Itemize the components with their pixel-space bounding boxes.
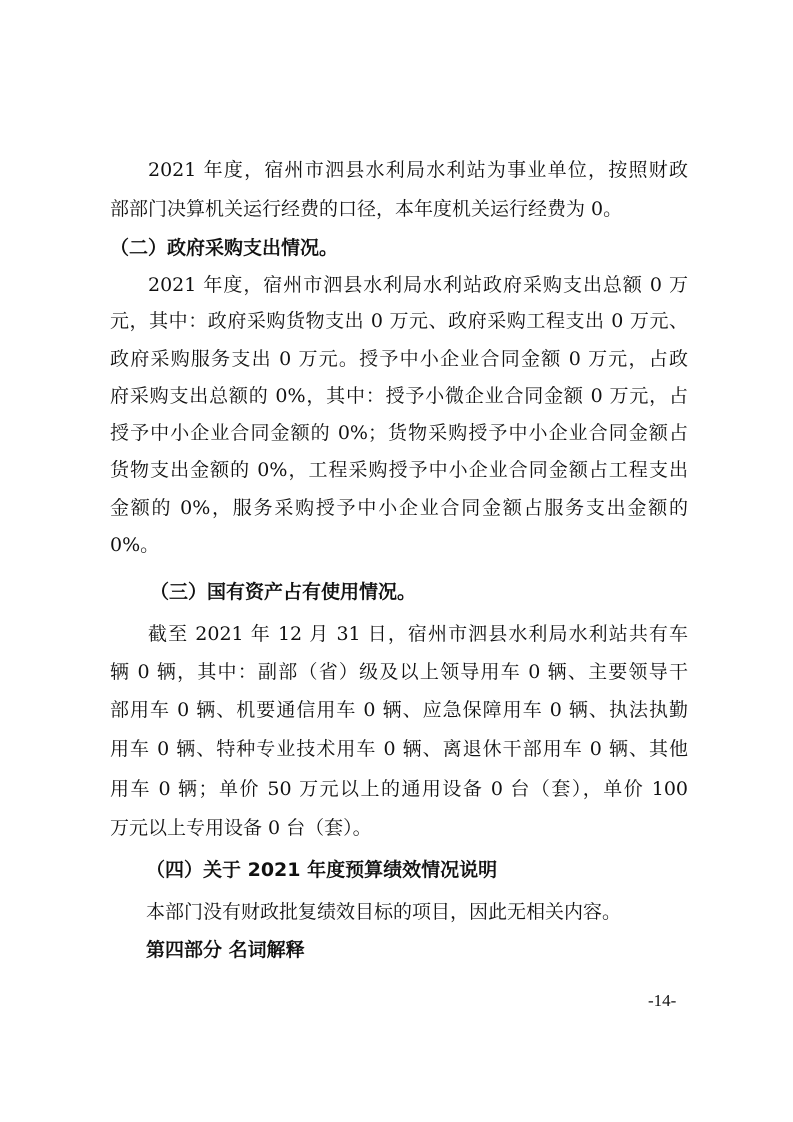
paragraph-line: 0%。: [110, 534, 160, 556]
page-number: -14-: [648, 991, 677, 1010]
paragraph-line: 辆 0 辆，其中：副部（省）级及以上领导用车 0 辆、主要领导干: [110, 661, 688, 683]
part-heading: 第四部分 名词解释: [146, 939, 305, 961]
paragraph-line: 用车 0 辆；单价 50 万元以上的通用设备 0 台（套），单价 100: [110, 778, 688, 800]
paragraph-line: 政府采购服务支出 0 万元。授予中小企业合同金额 0 万元，占政: [110, 348, 688, 370]
paragraph-line: 用车 0 辆、特种专业技术用车 0 辆、离退休干部用车 0 辆、其他: [110, 738, 688, 760]
section-heading: （四）关于 2021 年度预算绩效情况说明: [146, 859, 498, 881]
section-heading: （二）政府采购支出情况。: [110, 237, 339, 259]
paragraph-line: 元，其中：政府采购货物支出 0 万元、政府采购工程支出 0 万元、: [110, 310, 688, 332]
paragraph-line: 截至 2021 年 12 月 31 日，宿州市泗县水利局水利站共有车: [148, 623, 688, 645]
paragraph-line: 货物支出金额的 0%，工程采购授予中小企业合同金额占工程支出: [110, 459, 688, 481]
paragraph-line: 金额的 0%，服务采购授予中小企业合同金额占服务支出金额的: [110, 497, 688, 519]
paragraph-line: 部用车 0 辆、机要通信用车 0 辆、应急保障用车 0 辆、执法执勤: [110, 699, 688, 721]
section-heading: （三）国有资产占有使用情况。: [150, 581, 417, 603]
paragraph-line: 府采购支出总额的 0%，其中：授予小微企业合同金额 0 万元，占: [110, 385, 688, 407]
paragraph-line: 本部门没有财政批复绩效目标的项目，因此无相关内容。: [146, 901, 622, 923]
paragraph-line: 万元以上专用设备 0 台（套）。: [110, 817, 372, 839]
paragraph-line: 部部门决算机关运行经费的口径，本年度机关运行经费为 0。: [110, 198, 623, 220]
paragraph-line: 授予中小企业合同金额的 0%；货物采购授予中小企业合同金额占: [110, 422, 688, 444]
paragraph-line: 2021 年度，宿州市泗县水利局水利站为事业单位，按照财政: [148, 159, 688, 181]
paragraph-line: 2021 年度，宿州市泗县水利局水利站政府采购支出总额 0 万: [148, 274, 688, 296]
